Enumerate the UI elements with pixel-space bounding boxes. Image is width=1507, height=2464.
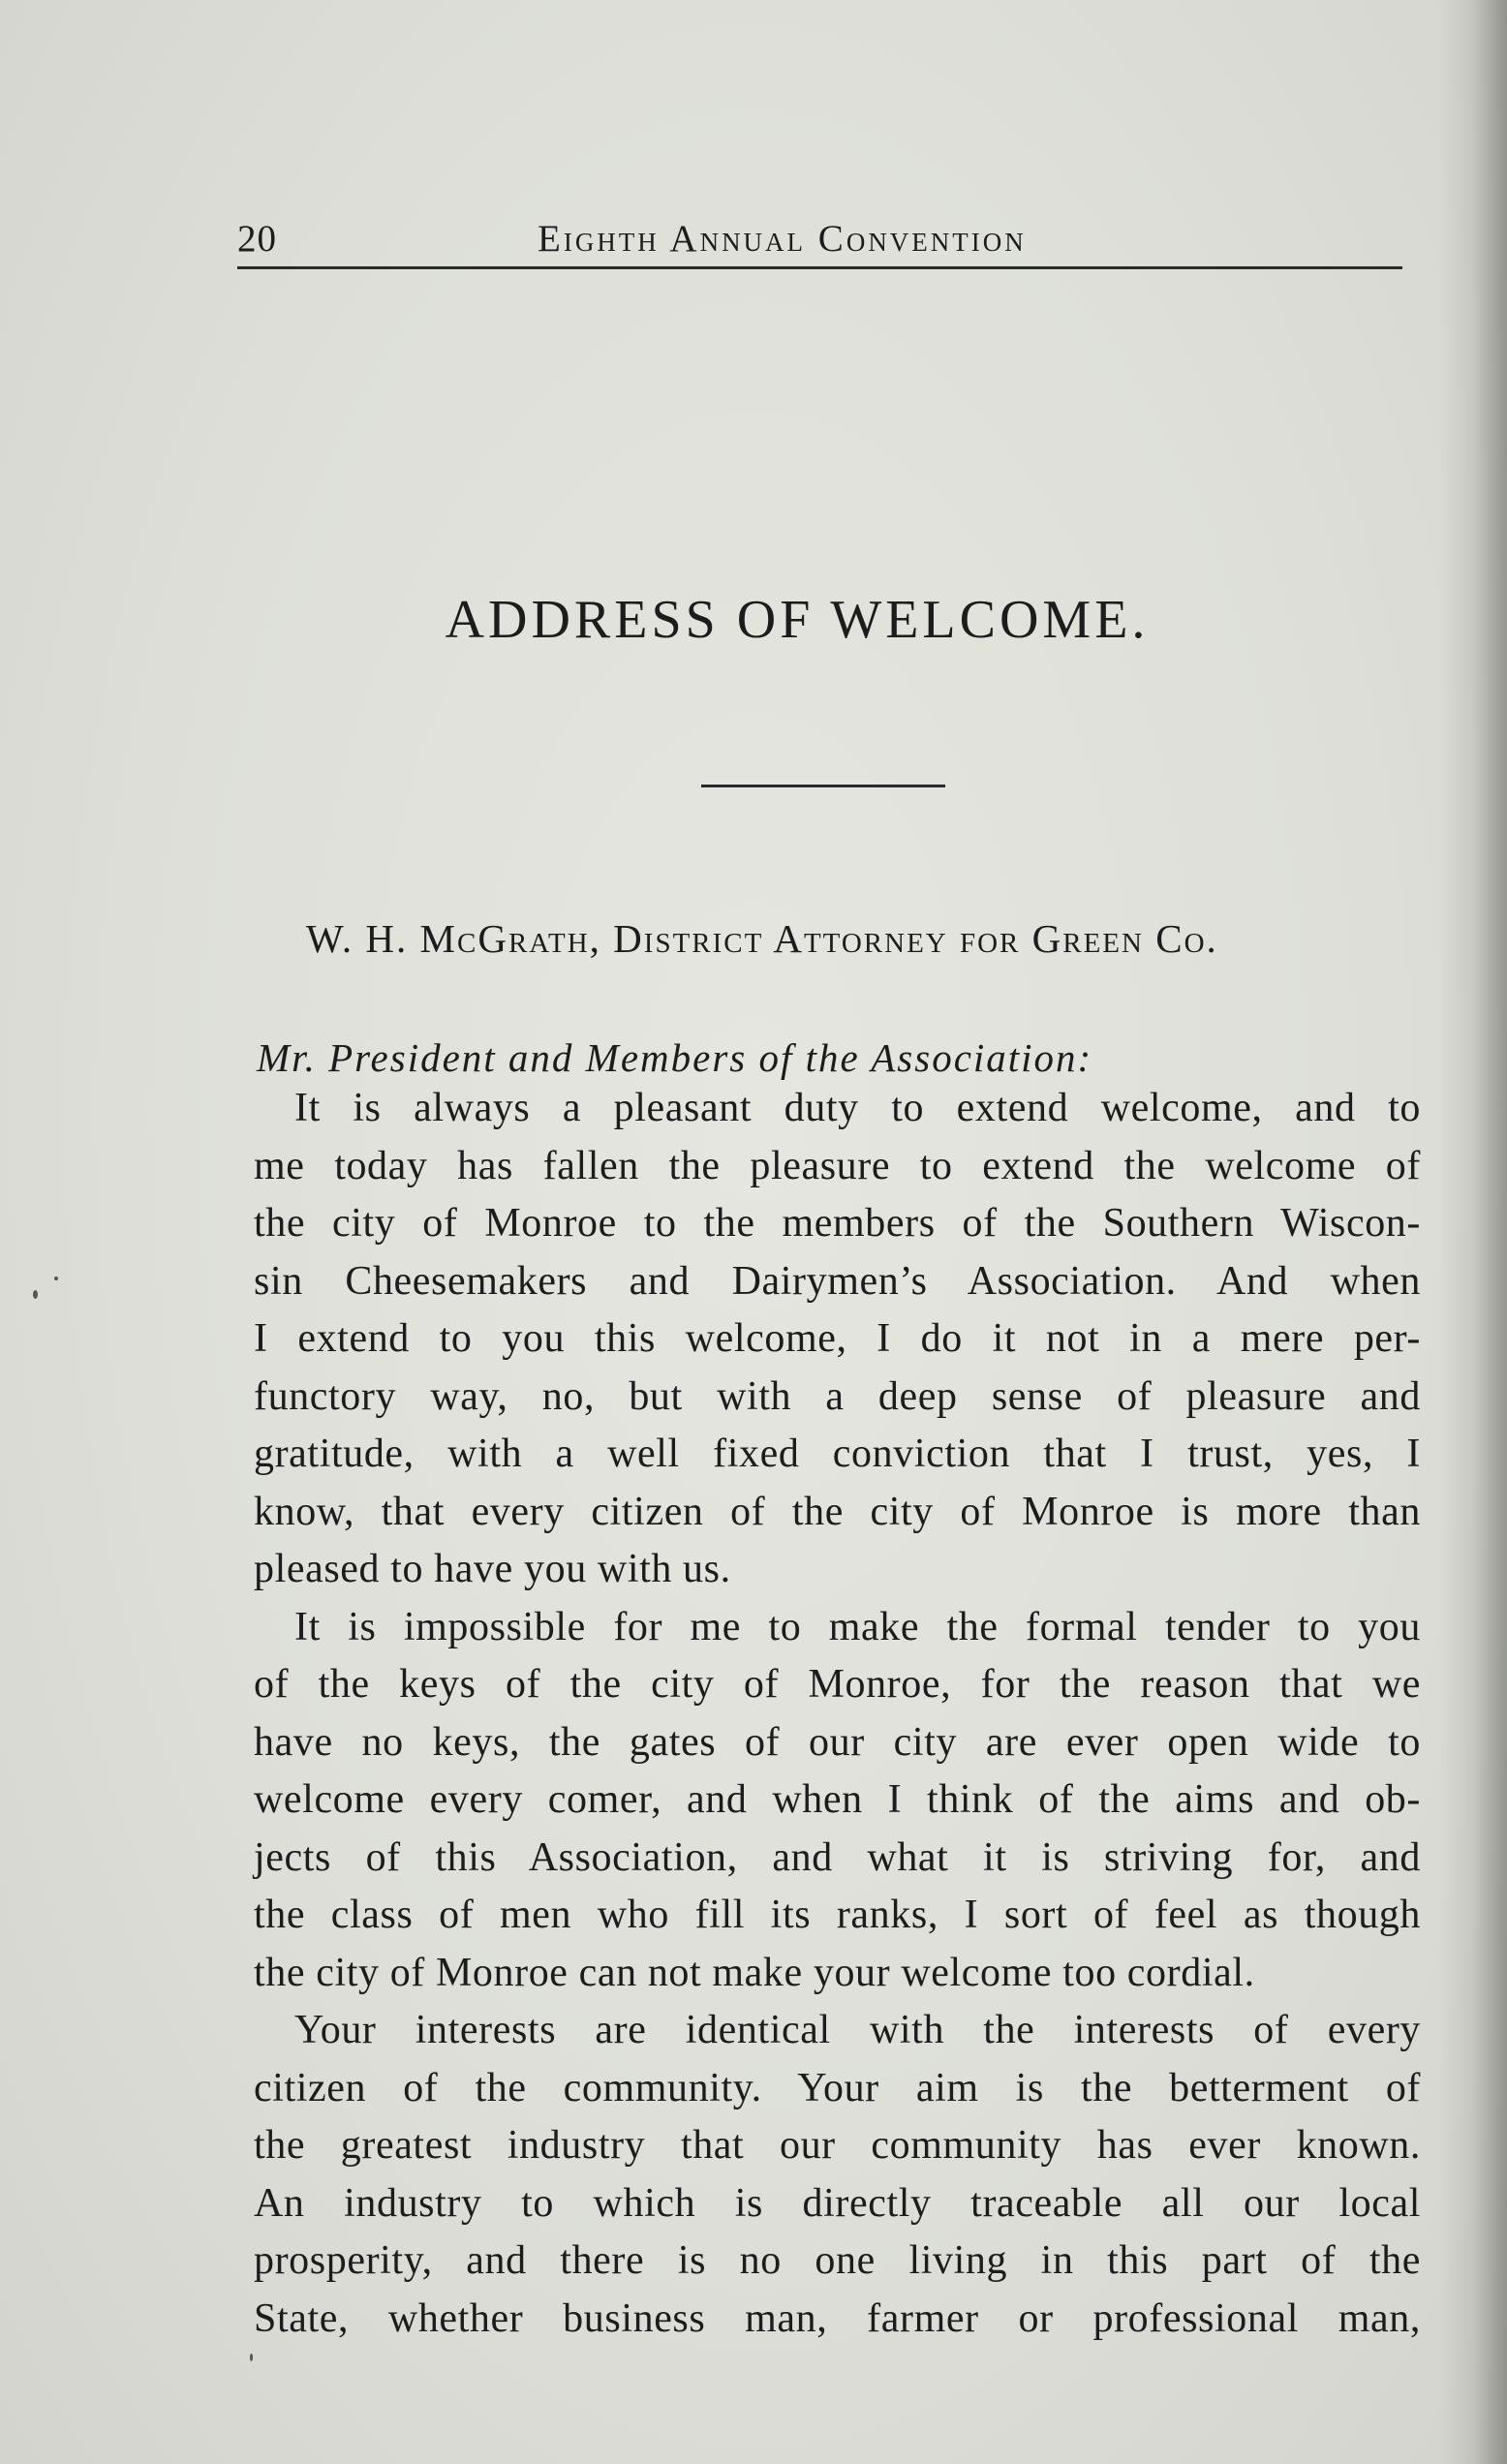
text-line: the city of Monroe can not make your welcome too cordial.: [254, 1950, 1255, 1995]
text-line: have no keys, the gates of our city are ever open wide to: [254, 1719, 1421, 1765]
text-line: functory way, no, but with a deep sense of pleasure and: [254, 1373, 1421, 1419]
scan-speck: [33, 1290, 38, 1299]
title-divider: [701, 785, 945, 787]
text-line: prosperity, and there is no one living in this part of the: [254, 2238, 1421, 2283]
text-line: sin Cheesemakers and Dairymen’s Association. And when: [254, 1258, 1421, 1304]
text-line: of the keys of the city of Monroe, for the reason that we: [254, 1662, 1421, 1707]
text-line: Your interests are identical with the interests of every: [294, 2008, 1421, 2052]
salutation: Mr. President and Members of the Association:: [257, 1035, 1093, 1080]
text-line: me today has fallen the pleasure to extend the welcome of: [254, 1143, 1421, 1188]
text-line: the class of men who fill its ranks, I sort of feel as though: [254, 1893, 1421, 1937]
body-text: [254, 1080, 1421, 2348]
byline: W. H. McGrath, District Attorney for Green Co.: [306, 916, 1218, 961]
text-line: citizen of the community. Your aim is the betterment of: [254, 2065, 1421, 2110]
text-line: the city of Monroe to the members of the Southern Wiscon-: [254, 1201, 1421, 1246]
spine-shadow: [1439, 0, 1507, 2464]
text-line: the greatest industry that our community has ever known.: [254, 2123, 1421, 2168]
text-line: jects of this Association, and what it is striving for, and: [254, 1834, 1421, 1880]
text-line: I extend to you this welcome, I do it not in a mere per-: [254, 1316, 1421, 1361]
scan-speck: [250, 2354, 253, 2361]
text-line: It is always a pleasant duty to extend welcome, and to: [294, 1086, 1421, 1130]
text-line: It is impossible for me to make the formal tender to you: [294, 1604, 1421, 1649]
text-line: State, whether business man, farmer or professional man,: [254, 2295, 1421, 2341]
text-line: An industry to which is directly traceable all our local: [254, 2180, 1421, 2226]
page-number: 20: [237, 218, 277, 260]
text-line: pleased to have you with us.: [254, 1547, 731, 1591]
text-line: welcome every comer, and when I think of the aims and ob-: [254, 1777, 1421, 1822]
section-title: ADDRESS OF WELCOME.: [445, 590, 1150, 650]
text-line: know, that every citizen of the city of Monroe is more than: [254, 1489, 1421, 1534]
running-title: Eighth Annual Convention: [538, 218, 1027, 260]
running-head: [237, 205, 1399, 263]
header-rule: [237, 266, 1402, 269]
text-line: gratitude, with a well fixed conviction that I trust, yes, I: [254, 1432, 1421, 1476]
scan-speck: [54, 1277, 58, 1280]
